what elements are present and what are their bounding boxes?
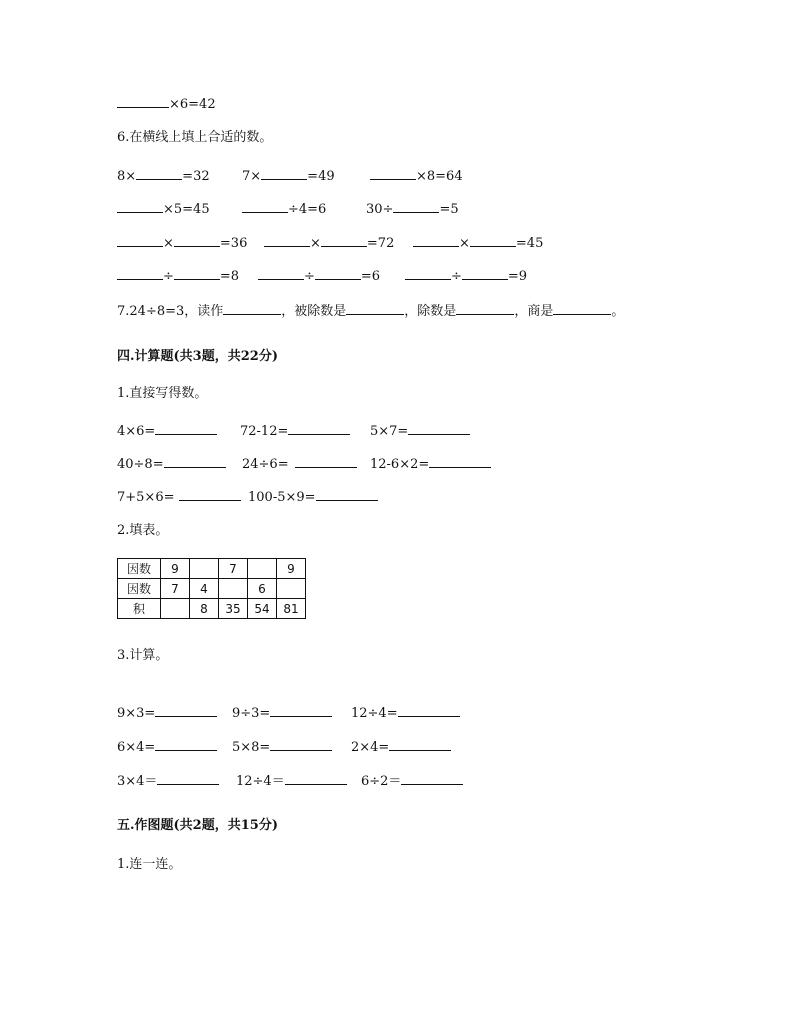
fill-equation: ÷ =9 (405, 267, 527, 285)
calc-item: 2×4= (351, 738, 451, 756)
calc-item: 12÷4＝ (236, 772, 347, 790)
table-cell[interactable] (277, 579, 306, 599)
question-title: 1.直接写得数。 (117, 386, 208, 401)
table-cell: 9 (161, 559, 190, 579)
answer-blank[interactable] (288, 422, 350, 435)
answer-blank[interactable] (261, 167, 307, 180)
calc-item: 5×8= (232, 738, 332, 756)
table-cell: 81 (277, 599, 306, 619)
question-title: 6.在横线上填上合适的数。 (117, 130, 273, 145)
answer-blank[interactable] (389, 738, 451, 751)
table-cell[interactable] (248, 559, 277, 579)
answer-blank[interactable] (270, 704, 332, 717)
question-title: 1.连一连。 (117, 857, 182, 872)
calc-item: 3×4＝ (117, 772, 219, 790)
answer-blank[interactable] (157, 772, 219, 785)
answer-blank[interactable] (223, 302, 281, 315)
section-heading: 四.计算题(共3题，共22分) (117, 349, 278, 364)
table-row (118, 599, 306, 619)
calc-item: 40÷8= (117, 455, 226, 473)
fill-equation: ÷4=6 (242, 200, 326, 218)
table-cell: 9 (277, 559, 306, 579)
table-cell[interactable] (161, 599, 190, 619)
calc-item: 6÷2＝ (361, 772, 463, 790)
table-row (118, 559, 306, 579)
answer-blank[interactable] (405, 267, 451, 280)
equation-tail: ×6=42 (169, 97, 216, 112)
answer-blank[interactable] (429, 455, 491, 468)
answer-blank[interactable] (179, 488, 241, 501)
fill-equation: × =45 (413, 234, 543, 252)
section-heading: 五.作图题(共2题，共15分) (117, 818, 278, 833)
question-title: 2.填表。 (117, 523, 169, 538)
calc-item: 9×3= (117, 704, 217, 722)
answer-blank[interactable] (164, 455, 226, 468)
table-row (118, 579, 306, 599)
table-cell[interactable] (190, 559, 219, 579)
answer-blank[interactable] (401, 772, 463, 785)
calc-item: 72-12= (240, 422, 350, 440)
prev-question-line (117, 95, 216, 113)
question-7: 7.24÷8=3，读作 ，被除数是 ，除数是 ，商是 。 (117, 304, 625, 319)
calc-item: 24÷6= (242, 455, 357, 473)
table-cell: 7 (219, 559, 248, 579)
fill-equation: ×8=64 (370, 167, 463, 185)
answer-blank[interactable] (398, 704, 460, 717)
calc-item: 7+5×6= (117, 488, 241, 506)
answer-blank[interactable] (553, 302, 611, 315)
table-cell: 4 (190, 579, 219, 599)
table-cell: 7 (161, 579, 190, 599)
fill-equation: 30÷ =5 (366, 202, 459, 217)
table-cell[interactable] (219, 579, 248, 599)
table-cell: 因数 (118, 559, 161, 579)
table-cell: 积 (118, 599, 161, 619)
answer-blank[interactable] (393, 200, 439, 213)
question-title: 3.计算。 (117, 648, 169, 663)
answer-blank[interactable] (295, 455, 357, 468)
answer-blank[interactable] (321, 234, 367, 247)
calc-item: 100-5×9= (248, 488, 378, 506)
calc-item: 12-6×2= (370, 455, 491, 473)
answer-blank[interactable] (264, 234, 310, 247)
fill-equation: 7× =49 (242, 169, 335, 184)
fill-equation: ÷ =6 (258, 267, 380, 285)
answer-blank[interactable] (408, 422, 470, 435)
answer-blank[interactable] (258, 267, 304, 280)
answer-blank[interactable] (316, 488, 378, 501)
fill-equation: ÷ =8 (117, 267, 239, 285)
answer-blank[interactable] (117, 234, 163, 247)
answer-blank[interactable] (456, 302, 514, 315)
fill-equation: × =36 (117, 234, 247, 252)
answer-blank[interactable] (470, 234, 516, 247)
answer-blank[interactable] (242, 200, 288, 213)
answer-blank[interactable] (174, 267, 220, 280)
answer-blank[interactable] (136, 167, 182, 180)
answer-blank[interactable] (285, 772, 347, 785)
answer-blank[interactable] (370, 167, 416, 180)
calc-item: 5×7= (370, 422, 470, 440)
table-cell: 8 (190, 599, 219, 619)
factor-table (117, 558, 306, 619)
answer-blank[interactable] (155, 704, 217, 717)
answer-blank[interactable] (117, 267, 163, 280)
answer-blank[interactable] (117, 95, 169, 108)
calc-item: 9÷3= (232, 704, 332, 722)
answer-blank[interactable] (117, 200, 163, 213)
table-cell: 因数 (118, 579, 161, 599)
answer-blank[interactable] (270, 738, 332, 751)
answer-blank[interactable] (462, 267, 508, 280)
table-cell: 54 (248, 599, 277, 619)
answer-blank[interactable] (155, 422, 217, 435)
answer-blank[interactable] (346, 302, 404, 315)
answer-blank[interactable] (174, 234, 220, 247)
fill-equation: ×5=45 (117, 200, 210, 218)
fill-equation: 8× =32 (117, 169, 210, 184)
calc-item: 12÷4= (351, 704, 460, 722)
calc-item: 4×6= (117, 422, 217, 440)
answer-blank[interactable] (315, 267, 361, 280)
answer-blank[interactable] (413, 234, 459, 247)
calc-item: 6×4= (117, 738, 217, 756)
answer-blank[interactable] (155, 738, 217, 751)
table-cell: 35 (219, 599, 248, 619)
fill-equation: × =72 (264, 234, 394, 252)
table-cell: 6 (248, 579, 277, 599)
